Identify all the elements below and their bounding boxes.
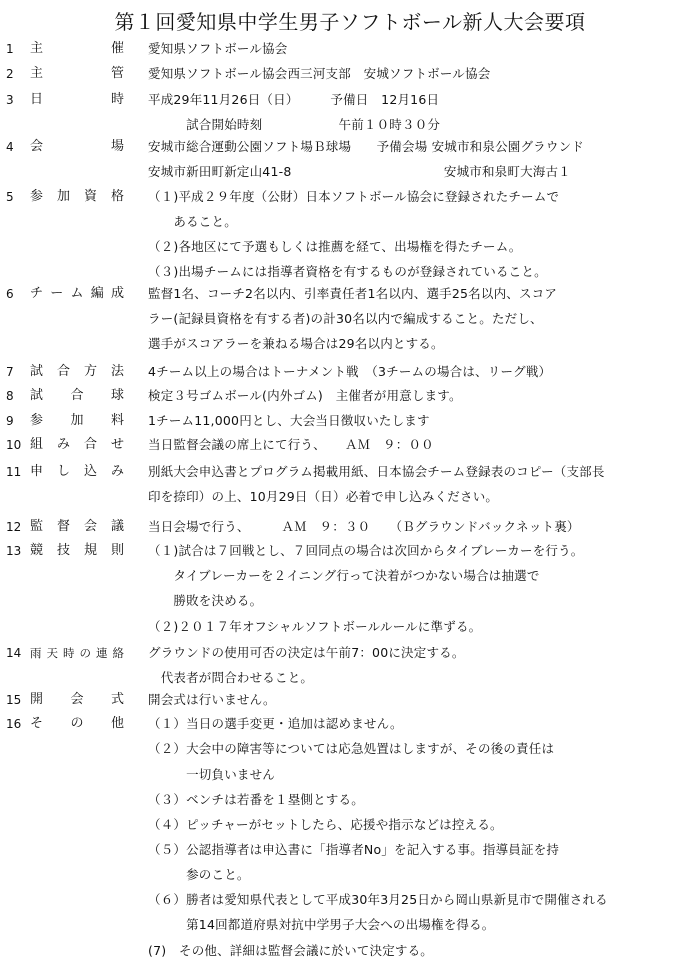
item-label: 競技規則 bbox=[30, 543, 124, 558]
item-5 bbox=[0, 187, 700, 279]
item-text-line: グラウンドの使用可否の決定は午前7：00に決定する。 bbox=[148, 645, 465, 660]
item-number: 8 bbox=[6, 389, 14, 403]
item-text-line: (7) その他、詳細は監督会議に於いて決定する。 bbox=[148, 943, 434, 958]
item-number: 1 bbox=[6, 42, 14, 56]
item-label: 試合方法 bbox=[30, 364, 124, 379]
item-label: 雨天時の連絡 bbox=[30, 646, 124, 660]
item-9 bbox=[0, 411, 700, 435]
item-number: 13 bbox=[6, 544, 22, 558]
item-text-line: 平成29年11月26日（日） 予備日 12月16日 bbox=[148, 92, 440, 107]
item-label: 参加料 bbox=[30, 413, 124, 428]
item-text-line: 代表者が問合わせること。 bbox=[148, 670, 314, 685]
item-text-line: （３）ベンチは若番を１塁側とする。 bbox=[148, 792, 364, 807]
item-8 bbox=[0, 386, 700, 410]
item-label: チーム編成 bbox=[30, 286, 124, 301]
item-text-line: 一切負いません bbox=[148, 767, 276, 782]
item-text-line: （５）公認指導者は申込書に「指導者No」を記入する事。指導員証を持 bbox=[148, 842, 560, 857]
item-text-line: 愛知県ソフトボール協会西三河支部 安城ソフトボール協会 bbox=[148, 66, 491, 81]
item-label: 参加資格 bbox=[30, 189, 124, 204]
item-6 bbox=[0, 284, 700, 351]
item-text-line: 勝敗を決める。 bbox=[148, 593, 263, 608]
item-13 bbox=[0, 541, 700, 634]
item-text-line: 別紙大会申込書とプログラム掲載用紙、日本協会チーム登録表のコピー（支部長 bbox=[148, 464, 605, 479]
item-text-line: （６）勝者は愛知県代表として平成30年3月25日から岡山県新見市で開催される bbox=[148, 892, 608, 907]
item-number: 2 bbox=[6, 67, 14, 81]
item-number: 14 bbox=[6, 646, 22, 660]
item-number: 10 bbox=[6, 438, 22, 452]
item-label: 主 催 bbox=[30, 41, 124, 56]
item-text-line: 監督1名、コーチ2名以内、引率責任者1名以内、選手25名以内、スコア bbox=[148, 286, 558, 301]
item-label: 監督会議 bbox=[30, 519, 124, 534]
item-text-line: 第14回都道府県対抗中学男子大会への出場権を得る。 bbox=[148, 917, 495, 932]
item-text-line: 4チーム以上の場合はトーナメント戦 （3チームの場合は、リーグ戦） bbox=[148, 364, 552, 379]
item-text-line: 参のこと。 bbox=[148, 867, 250, 882]
item-11 bbox=[0, 462, 700, 504]
item-2 bbox=[0, 64, 700, 88]
item-number: 11 bbox=[6, 465, 22, 479]
item-10 bbox=[0, 435, 700, 459]
item-text-line: 検定３号ゴムボール(内外ゴム) 主催者が用意します。 bbox=[148, 388, 462, 403]
item-label: 会 場 bbox=[30, 139, 124, 154]
page-title: 第１回愛知県中学生男子ソフトボール新人大会要項 bbox=[114, 10, 586, 34]
item-text-line: 当日会場で行う、 ＡＭ ９：３０ （Ｂグラウンドバックネット裏） bbox=[148, 519, 580, 534]
item-text-line: （３)出場チームには指導者資格を有するものが登録されていること。 bbox=[148, 264, 547, 279]
item-label: 組み合せ bbox=[30, 437, 124, 452]
item-text-line: 試合開始時刻 午前１０時３０分 bbox=[148, 117, 441, 132]
item-7 bbox=[0, 362, 700, 386]
item-number: 12 bbox=[6, 520, 22, 534]
item-label: 日 時 bbox=[30, 92, 124, 107]
item-number: 16 bbox=[6, 717, 22, 731]
item-number: 7 bbox=[6, 365, 14, 379]
item-number: 5 bbox=[6, 190, 14, 204]
item-15 bbox=[0, 690, 700, 714]
item-text-line: 開会式は行いません。 bbox=[148, 692, 276, 707]
item-label: 開会式 bbox=[30, 692, 124, 707]
item-4 bbox=[0, 137, 700, 179]
item-3 bbox=[0, 90, 700, 132]
item-number: 4 bbox=[6, 140, 14, 154]
item-number: 9 bbox=[6, 414, 14, 428]
item-16 bbox=[0, 714, 700, 958]
item-text-line: （２）大会中の障害等については応急処置はしますが、その後の責任は bbox=[148, 741, 555, 756]
item-text-line: ラー(記録員資格を有する者)の計30名以内で編成すること。ただし、 bbox=[148, 311, 543, 326]
item-12 bbox=[0, 517, 700, 541]
item-14 bbox=[0, 643, 700, 685]
item-number: 15 bbox=[6, 693, 22, 707]
item-text-line: 印を捺印）の上、10月29日（日）必着で申し込みください。 bbox=[148, 489, 499, 504]
item-text-line: （１)平成２９年度（公財）日本ソフトボール協会に登録されたチームで bbox=[148, 189, 560, 204]
item-label: 申し込み bbox=[30, 464, 124, 479]
item-1 bbox=[0, 39, 700, 63]
item-text-line: 愛知県ソフトボール協会 bbox=[148, 41, 288, 56]
item-text-line: （２)各地区にて予選もしくは推薦を経て、出場権を得たチーム。 bbox=[148, 239, 522, 254]
item-text-line: 選手がスコアラーを兼ねる場合は29名以内とする。 bbox=[148, 336, 444, 351]
item-text-line: あること。 bbox=[148, 214, 237, 229]
item-number: 6 bbox=[6, 287, 14, 301]
item-label: 主 管 bbox=[30, 66, 124, 81]
item-label: そ の 他 bbox=[30, 716, 124, 731]
item-text-line: （４）ピッチャーがセットしたら、応援や指示などは控える。 bbox=[148, 817, 503, 832]
item-number: 3 bbox=[6, 93, 14, 107]
item-text-line: （１)試合は７回戦とし、７回同点の場合は次回からタイブレーカーを行う。 bbox=[148, 543, 584, 558]
item-text-line: 安城市新田町新定山41-8 安城市和泉町大海古１ bbox=[148, 164, 571, 179]
item-text-line: 1チーム11,000円とし、大会当日徴収いたします bbox=[148, 413, 430, 428]
item-text-line: （１）当日の選手変更・追加は認めません。 bbox=[148, 716, 403, 731]
item-label: 試合球 bbox=[30, 388, 124, 403]
item-text-line: 当日監督会議の席上にて行う、 ＡＭ ９：００ bbox=[148, 437, 434, 452]
item-text-line: （２)２０１７年オフシャルソフトボールルールに準ずる。 bbox=[148, 619, 482, 634]
item-text-line: 安城市総合運動公園ソフト場Ｂ球場 予備会場 安城市和泉公園グラウンド bbox=[148, 139, 584, 154]
item-text-line: タイブレーカーを２イニング行って決着がつかない場合は抽選で bbox=[148, 568, 540, 583]
